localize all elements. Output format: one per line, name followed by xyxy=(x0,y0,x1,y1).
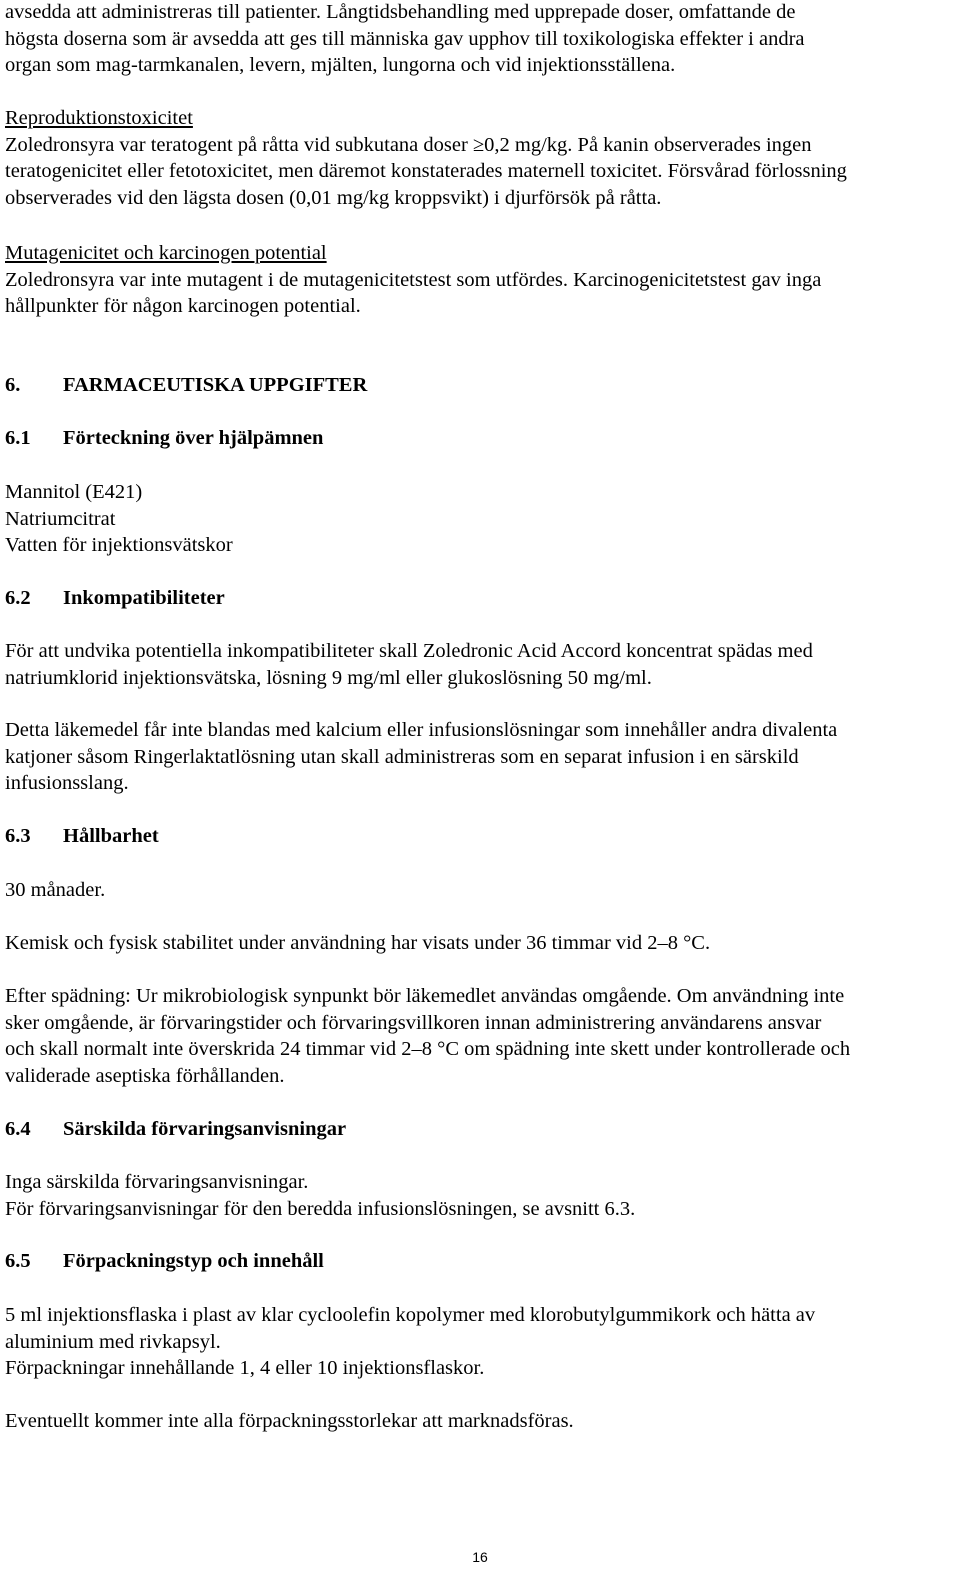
section-number: 6.5 xyxy=(5,1250,31,1272)
in-use-stability-text xyxy=(5,930,957,957)
section-number: 6.4 xyxy=(5,1118,31,1140)
section-number: 6. xyxy=(5,374,21,396)
text-line: teratogenicitet eller fetotoxicitet, men däremot konstaterades maternell toxicitet. Försvårad förlossning xyxy=(5,160,847,183)
text-line: validerade aseptiska förhållanden. xyxy=(5,1065,285,1088)
list-item: Mannitol (E421) xyxy=(5,481,143,503)
text-line: infusionsslang. xyxy=(5,772,129,795)
list-item: Vatten för injektionsvätskor xyxy=(5,534,233,557)
section-number: 6.3 xyxy=(5,825,31,847)
text-line: Eventuellt kommer inte alla förpackningsstorlekar att marknadsföras. xyxy=(5,1410,574,1432)
text-line: högsta doserna som är avsedda att ges till människa gav upphov till toxikologiska effekter i andra xyxy=(5,27,805,50)
incompatibilities-paragraph-2 xyxy=(5,717,957,797)
section-heading-6-2 xyxy=(5,585,225,611)
section-title: Hållbarhet xyxy=(63,825,159,847)
list-item: Natriumcitrat xyxy=(5,507,116,530)
page-number: 16 xyxy=(472,1549,488,1565)
text-line: För förvaringsanvisningar för den beredda infusionslösningen, se avsnitt 6.3. xyxy=(5,1197,636,1220)
section-title: Särskilda förvaringsanvisningar xyxy=(63,1118,347,1140)
section-heading-6-3 xyxy=(5,823,159,849)
packaging-note xyxy=(5,1408,957,1435)
text-line: 5 ml injektionsflaska i plast av klar cycloolefin kopolymer med klorobutylgummikork och hätta av xyxy=(5,1304,816,1326)
text-line: observerades vid den lägsta dosen (0,01 mg/kg kroppsvikt) i djurförsök på råtta. xyxy=(5,187,662,210)
section-number: 6.1 xyxy=(5,427,31,449)
text-line: hållpunkter för någon karcinogen potential. xyxy=(5,295,361,318)
text-line: Inga särskilda förvaringsanvisningar. xyxy=(5,1171,309,1193)
text-line: Zoledronsyra var teratogent på råtta vid subkutana doser ≥0,2 mg/kg. På kanin observerades ingen xyxy=(5,133,812,156)
section-title: Förpackningstyp och innehåll xyxy=(63,1250,324,1272)
section-heading-6-4 xyxy=(5,1116,346,1142)
text-line: och skall normalt inte överskrida 24 timmar vid 2–8 °C om spädning inte skett under kontrollerade och xyxy=(5,1038,851,1061)
section-heading-6 xyxy=(5,372,367,398)
text-line: Zoledronsyra var inte mutagent i de mutagenicitetstest som utfördes. Karcinogenicitetstest gav inga xyxy=(5,268,822,291)
text-line: Efter spädning: Ur mikrobiologisk synpunkt bör läkemedlet användas omgående. Om användning inte xyxy=(5,985,845,1007)
text-line: Kemisk och fysisk stabilitet under användning har visats under 36 timmar vid 2–8 °C. xyxy=(5,932,711,954)
after-dilution-paragraph xyxy=(5,983,957,1090)
mutagenicity-section xyxy=(5,240,957,320)
section-title: Förteckning över hjälpämnen xyxy=(63,427,324,449)
text-line: aluminium med rivkapsyl. xyxy=(5,1330,221,1353)
section-number: 6.2 xyxy=(5,587,31,609)
excipients-list xyxy=(5,479,957,559)
incompatibilities-paragraph-1 xyxy=(5,638,957,691)
intro-paragraph xyxy=(5,0,957,79)
packaging-text xyxy=(5,1302,957,1382)
text-line: Förpackningar innehållande 1, 4 eller 10 injektionsflaskor. xyxy=(5,1357,485,1380)
section-title: Inkompatibiliteter xyxy=(63,587,225,609)
text-line: För att undvika potentiella inkompatibiliteter skall Zoledronic Acid Accord koncentrat spädas med xyxy=(5,640,813,662)
text-line: avsedda att administreras till patienter. Långtidsbehandling med upprepade doser, omfattande de xyxy=(5,1,796,23)
text-line: sker omgående, är förvaringstider och förvaringsvillkoren innan administrering användarens ansvar xyxy=(5,1011,822,1034)
text-line: katjoner såsom Ringerlaktatlösning utan skall administreras som en separat infusion i en särskild xyxy=(5,745,799,768)
text-line: 30 månader. xyxy=(5,879,106,901)
text-line: organ som mag-tarmkanalen, levern, mjälten, lungorna och vid injektionsställena. xyxy=(5,54,676,77)
shelf-life-text xyxy=(5,877,957,904)
subheading-mutagenicity: Mutagenicitet och karcinogen potential xyxy=(5,242,327,264)
subheading-reproduction-toxicity: Reproduktionstoxicitet xyxy=(5,107,193,129)
storage-text xyxy=(5,1169,957,1222)
section-heading-6-5 xyxy=(5,1248,324,1274)
section-title: FARMACEUTISKA UPPGIFTER xyxy=(63,374,368,396)
section-heading-6-1 xyxy=(5,425,323,451)
text-line: natriumklorid injektionsvätska, lösning 9 mg/ml eller glukoslösning 50 mg/ml. xyxy=(5,666,652,689)
reproduction-toxicity-section xyxy=(5,105,957,212)
text-line: Detta läkemedel får inte blandas med kalcium eller infusionslösningar som innehåller andra divalenta xyxy=(5,719,838,741)
